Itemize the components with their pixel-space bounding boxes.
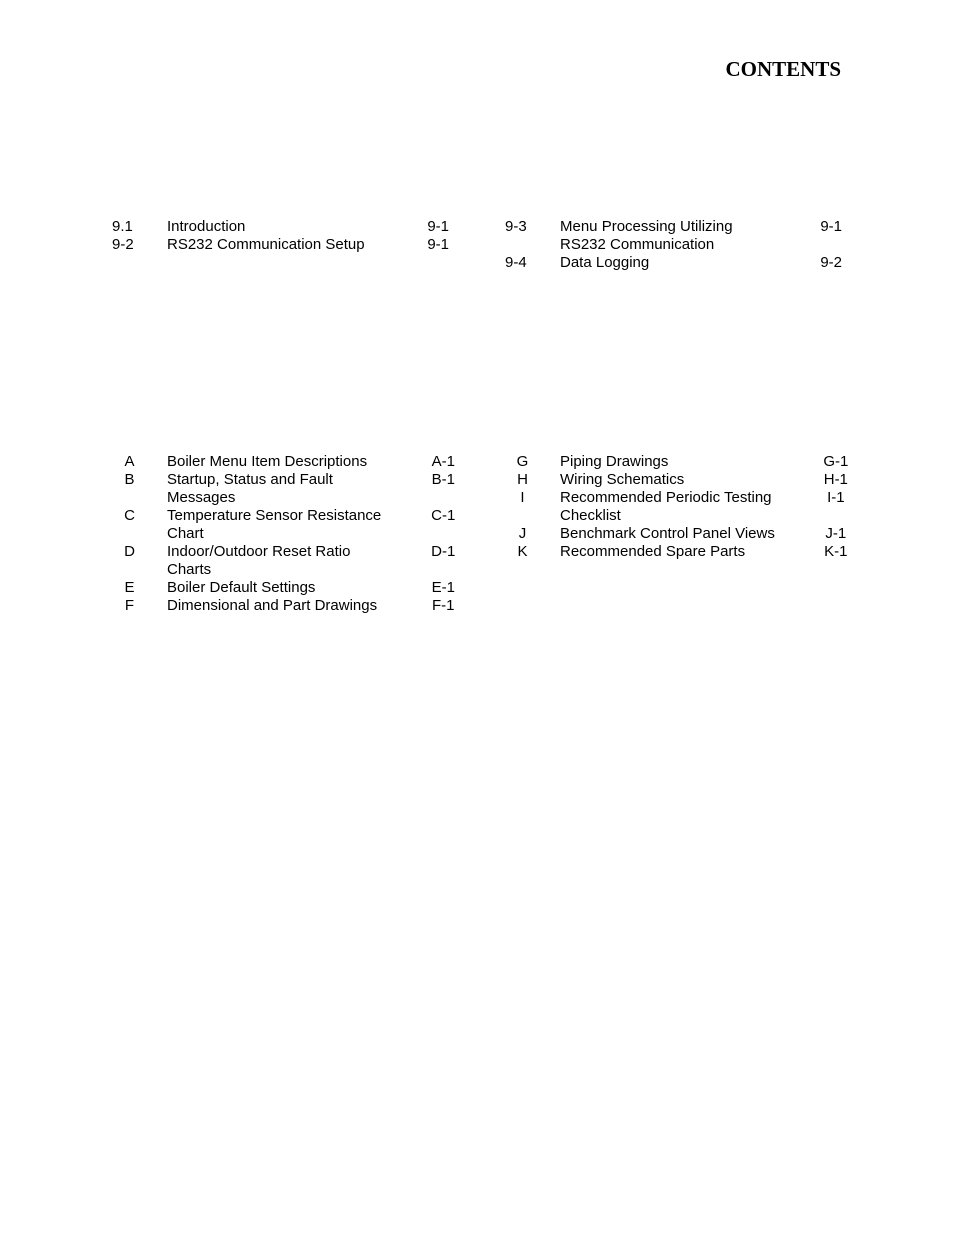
toc-entry[interactable] [505,525,851,543]
entry-title: Temperature Sensor Resistance [167,507,382,524]
entry-page: A-1 [431,453,455,470]
entry-title-continued: Chart [167,525,204,542]
entry-title: Startup, Status and Fault [167,471,333,488]
section9-right-toc [505,218,842,272]
entry-title-continued: RS232 Communication [560,236,715,253]
toc-entry[interactable] [112,543,458,561]
section9-left-toc [112,218,449,254]
entry-title: Data Logging [560,254,650,271]
entry-number: 9.1 [112,218,133,235]
entry-letter: H [517,471,528,488]
entry-page: 9-2 [820,254,842,271]
entry-letter: J [518,525,527,542]
entry-title: Indoor/Outdoor Reset Ratio [167,543,351,560]
entry-letter: F [124,597,135,614]
entry-title: RS232 Communication Setup [167,236,365,253]
toc-entry[interactable] [505,471,851,489]
toc-entry[interactable] [505,489,851,507]
entry-number: 9-2 [112,236,134,253]
entry-title: Recommended Periodic Testing [560,489,772,506]
entry-page: 9-1 [427,218,449,235]
toc-entry-continuation[interactable] [112,525,458,543]
entry-letter: D [124,543,135,560]
entry-title: Boiler Menu Item Descriptions [167,453,368,470]
entry-page: H-1 [823,471,848,488]
toc-entry[interactable] [505,254,842,272]
entry-page: B-1 [431,471,455,488]
toc-entry-continuation[interactable] [112,489,458,507]
entry-title: Introduction [167,218,246,235]
toc-entry[interactable] [112,471,458,489]
entry-title-continued: Checklist [560,507,621,524]
entry-page: I-1 [827,489,845,506]
entry-letter: K [517,543,528,560]
toc-entry-continuation[interactable] [505,236,842,254]
toc-entry[interactable] [112,579,458,597]
entry-title-continued: Messages [167,489,236,506]
entry-title: Menu Processing Utilizing [560,218,733,235]
page-title: CONTENTS [725,57,841,81]
entry-title: Wiring Schematics [560,471,685,488]
entry-number: 9-3 [505,218,527,235]
entry-title: Dimensional and Part Drawings [167,597,378,614]
toc-entry[interactable] [112,453,458,471]
entry-letter: E [124,579,135,596]
toc-entry[interactable] [112,507,458,525]
appendix-left-toc [112,453,458,615]
toc-entry[interactable] [505,218,842,236]
entry-letter: G [516,453,529,470]
toc-entry[interactable] [112,218,449,236]
entry-title: Boiler Default Settings [167,579,316,596]
toc-entry-continuation[interactable] [505,507,851,525]
entry-page: K-1 [824,543,848,560]
toc-entry[interactable] [505,453,851,471]
entry-page: 9-1 [820,218,842,235]
entry-page: D-1 [431,543,456,560]
appendix-right-toc [505,453,851,561]
entry-title-continued: Charts [167,561,212,578]
entry-number: 9-4 [505,254,527,271]
entry-letter: B [124,471,135,488]
entry-title: Benchmark Control Panel Views [560,525,775,542]
entry-letter: A [124,453,135,470]
entry-page: F-1 [432,597,455,614]
entry-page: C-1 [431,507,456,524]
entry-page: G-1 [823,453,849,470]
toc-entry-continuation[interactable] [112,561,458,579]
entry-page: E-1 [431,579,455,596]
toc-entry[interactable] [112,236,449,254]
entry-title: Recommended Spare Parts [560,543,746,560]
toc-entry[interactable] [505,543,851,561]
entry-page: J-1 [825,525,847,542]
entry-title: Piping Drawings [560,453,669,470]
entry-letter: C [124,507,135,524]
entry-letter: I [520,489,525,506]
toc-entry[interactable] [112,597,458,615]
entry-page: 9-1 [427,236,449,253]
